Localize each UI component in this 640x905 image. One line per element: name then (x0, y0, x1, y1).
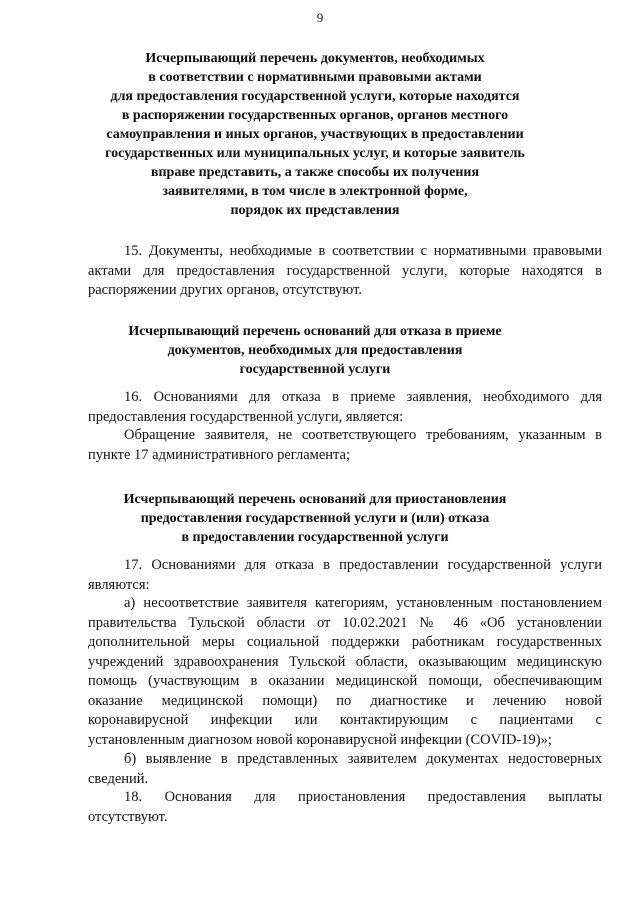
paragraph-line: предоставления государственной услуги, является: (88, 408, 404, 425)
paragraph-line: 16. Основаниями для отказа в приеме заявления, необходимого для (124, 389, 602, 405)
heading-line: для предоставления государственной услуги, которые находятся (110, 89, 520, 104)
heading-line: государственной услуги (239, 362, 391, 377)
paragraph-17 (88, 556, 602, 595)
section-heading-refusal-acceptance (80, 322, 550, 379)
heading-line: в распоряжении государственных органов, органов местного (121, 108, 509, 123)
paragraph-16 (88, 388, 602, 427)
paragraph-line: пункте 17 административного регламента; (88, 446, 351, 463)
section-heading-documents (80, 49, 550, 220)
heading-line: Исчерпывающий перечень оснований для приостановления (123, 492, 507, 507)
paragraph-17-item-b (88, 750, 602, 789)
paragraph-line: а) несоответствие заявителя категориям, установленным постановлением (124, 595, 602, 611)
paragraph-line: отсутствуют. (88, 808, 168, 825)
paragraph-line: коронавирусной инфекции или контактирующим с пациентами с (88, 712, 602, 728)
page-number: 9 (316, 10, 324, 25)
paragraph-line: являются: (88, 576, 150, 593)
heading-line: заявителями, в том числе в электронной форме, (162, 184, 468, 199)
paragraph-18 (88, 788, 602, 827)
paragraph-line: 15. Документы, необходимые в соответствии с нормативными правовыми (124, 243, 602, 259)
paragraph-17-item-a (88, 594, 602, 750)
paragraph-line: оказание медицинской помощи) по диагностике и лечению новой (88, 692, 602, 709)
heading-line: в соответствии с нормативными правовыми актами (148, 70, 482, 85)
heading-line: государственных или муниципальных услуг, и которые заявитель (105, 146, 525, 161)
paragraph-line: установленным диагнозом новой коронавирусной инфекции (COVID-19)»; (88, 731, 552, 748)
paragraph-line: правительства Тульской области от 10.02.2021 № 46 «Об установлении (88, 614, 602, 631)
heading-line: Исчерпывающий перечень оснований для отказа в приеме (128, 324, 502, 339)
heading-line: Исчерпывающий перечень документов, необходимых (145, 51, 485, 66)
heading-line: документов, необходимых для предоставления (167, 343, 463, 358)
paragraph-line: актами для предоставления государственной услуги, которые находятся в (88, 262, 602, 279)
paragraph-line: Обращение заявителя, не соответствующего требованиям, указанным в (124, 427, 602, 443)
paragraph-16-appeal (88, 426, 602, 465)
paragraph-line: сведений. (88, 770, 149, 787)
paragraph-line: учреждений здравоохранения Тульской области, оказывающим медицинскую (88, 653, 602, 670)
paragraph-line: б) выявление в представленных заявителем документах недостоверных (124, 751, 602, 767)
paragraph-line: помощь (участвующим в оказании медицинской помощи, обеспечивающим (88, 673, 602, 689)
paragraph-line: дополнительной меры социальной поддержки работникам государственных (88, 634, 602, 650)
section-heading-suspension (80, 490, 550, 547)
paragraph-line: 18. Основания для приостановления предоставления выплаты (124, 789, 602, 805)
paragraph-line: 17. Основаниями для отказа в предоставлении государственной услуги (124, 557, 602, 573)
heading-line: порядок их представления (230, 203, 400, 218)
heading-line: самоуправления и иных органов, участвующих в предоставлении (106, 127, 524, 142)
heading-line: вправе представить, а также способы их получения (150, 165, 480, 180)
heading-line: в предоставлении государственной услуги (181, 530, 449, 545)
paragraph-15 (88, 242, 602, 301)
heading-line: предоставления государственной услуги и (или) отказа (140, 511, 490, 526)
paragraph-line: распоряжении других органов, отсутствуют. (88, 282, 362, 298)
